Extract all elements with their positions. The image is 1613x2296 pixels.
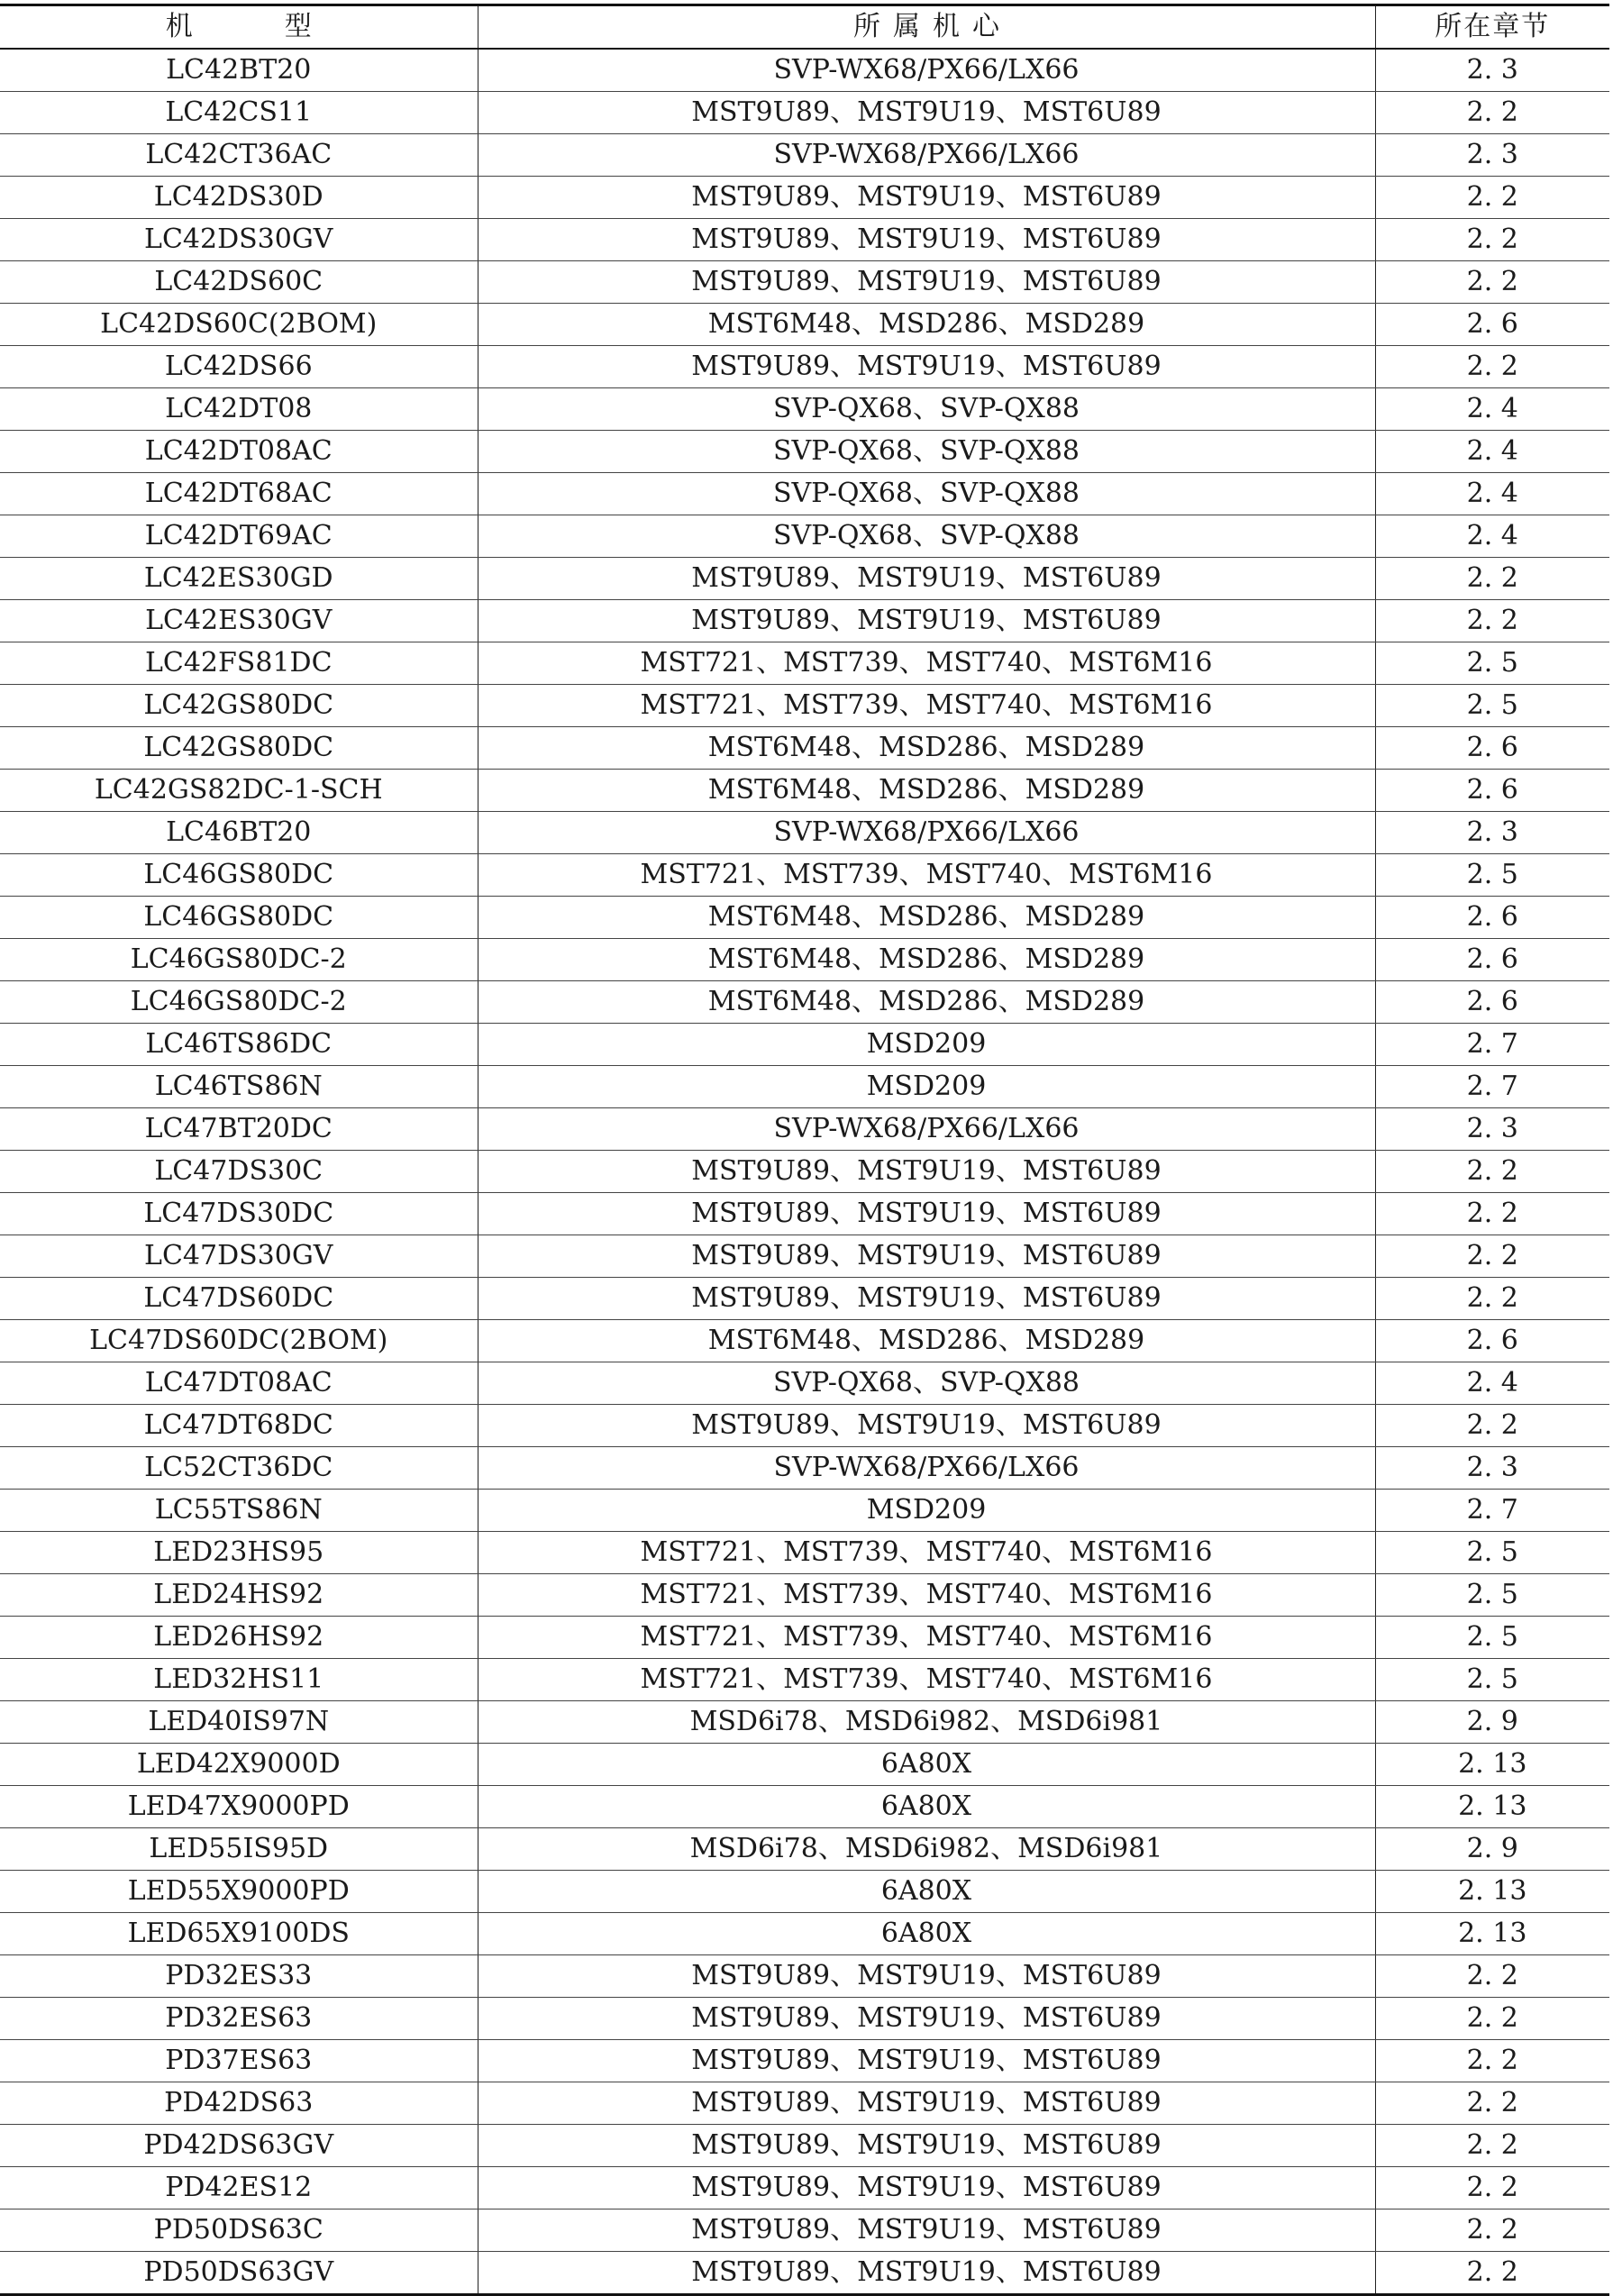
cell-chapter: 2. 2	[1375, 2167, 1609, 2209]
cell-chapter: 2. 7	[1375, 1066, 1609, 1108]
cell-model: LC42BT20	[0, 49, 478, 92]
cell-model: LC42FS81DC	[0, 642, 478, 685]
cell-chapter: 2. 13	[1375, 1786, 1609, 1828]
cell-model: LC42DT69AC	[0, 515, 478, 558]
cell-chassis: MST9U89、MST9U19、MST6U89	[478, 600, 1375, 642]
cell-chassis: SVP-QX68、SVP-QX88	[478, 515, 1375, 558]
table-row	[0, 1066, 1609, 1108]
cell-chassis: SVP-WX68/PX66/LX66	[478, 1447, 1375, 1490]
cell-chassis: MST9U89、MST9U19、MST6U89	[478, 1955, 1375, 1998]
cell-model: LC42DS60C	[0, 261, 478, 304]
cell-model: LC47DS60DC	[0, 1278, 478, 1320]
cell-chassis: MST9U89、MST9U19、MST6U89	[478, 219, 1375, 261]
model-chassis-table	[0, 4, 1609, 2296]
header-chassis: 所属机心	[478, 5, 1375, 50]
cell-chassis: MST721、MST739、MST740、MST6M16	[478, 642, 1375, 685]
cell-model: LC47DS60DC(2BOM)	[0, 1320, 478, 1362]
table-row	[0, 1871, 1609, 1913]
table-row	[0, 1913, 1609, 1955]
table-row	[0, 1659, 1609, 1701]
cell-model: LC46GS80DC	[0, 897, 478, 939]
cell-model: LED42X9000D	[0, 1744, 478, 1786]
cell-chapter: 2. 2	[1375, 558, 1609, 600]
cell-chapter: 2. 7	[1375, 1490, 1609, 1532]
cell-chapter: 2. 2	[1375, 2209, 1609, 2252]
table-row	[0, 1362, 1609, 1405]
cell-chassis: MST9U89、MST9U19、MST6U89	[478, 1998, 1375, 2040]
cell-chapter: 2. 3	[1375, 1447, 1609, 1490]
cell-chapter: 2. 2	[1375, 2082, 1609, 2125]
cell-chassis: MST9U89、MST9U19、MST6U89	[478, 1405, 1375, 1447]
cell-model: PD50DS63GV	[0, 2252, 478, 2295]
table-row	[0, 685, 1609, 727]
table-row	[0, 981, 1609, 1024]
cell-chapter: 2. 6	[1375, 304, 1609, 346]
table-row	[0, 642, 1609, 685]
table-row	[0, 134, 1609, 177]
cell-model: LC47DS30DC	[0, 1193, 478, 1235]
cell-chassis: MST9U89、MST9U19、MST6U89	[478, 177, 1375, 219]
table-row	[0, 558, 1609, 600]
cell-chapter: 2. 4	[1375, 388, 1609, 431]
table-row	[0, 2082, 1609, 2125]
cell-model: LC46BT20	[0, 812, 478, 854]
cell-chapter: 2. 3	[1375, 812, 1609, 854]
table-row	[0, 431, 1609, 473]
cell-model: LC52CT36DC	[0, 1447, 478, 1490]
table-row	[0, 812, 1609, 854]
cell-chapter: 2. 6	[1375, 770, 1609, 812]
table-row	[0, 1405, 1609, 1447]
table-row	[0, 388, 1609, 431]
cell-chassis: SVP-WX68/PX66/LX66	[478, 1108, 1375, 1151]
cell-chassis: MST721、MST739、MST740、MST6M16	[478, 1617, 1375, 1659]
cell-model: LC42DS30GV	[0, 219, 478, 261]
cell-model: LC46GS80DC-2	[0, 939, 478, 981]
cell-chapter: 2. 6	[1375, 1320, 1609, 1362]
cell-chassis: SVP-QX68、SVP-QX88	[478, 388, 1375, 431]
cell-chassis: MST6M48、MSD286、MSD289	[478, 770, 1375, 812]
header-model: 机 型	[0, 5, 478, 50]
cell-model: LC46TS86N	[0, 1066, 478, 1108]
table-row	[0, 92, 1609, 134]
table-body	[0, 49, 1609, 2295]
cell-chassis: MST721、MST739、MST740、MST6M16	[478, 854, 1375, 897]
cell-chassis: MST9U89、MST9U19、MST6U89	[478, 558, 1375, 600]
cell-model: LC42DS66	[0, 346, 478, 388]
table-row	[0, 2167, 1609, 2209]
cell-chapter: 2. 4	[1375, 1362, 1609, 1405]
cell-model: LC42CS11	[0, 92, 478, 134]
table-row	[0, 854, 1609, 897]
cell-chassis: MST721、MST739、MST740、MST6M16	[478, 1532, 1375, 1574]
cell-chapter: 2. 2	[1375, 177, 1609, 219]
cell-chapter: 2. 2	[1375, 2252, 1609, 2295]
table-row	[0, 261, 1609, 304]
header-chapter: 所在章节	[1375, 5, 1609, 50]
table-row	[0, 1955, 1609, 1998]
table-header	[0, 5, 1609, 50]
header-row	[0, 5, 1609, 50]
cell-model: LC47DS30C	[0, 1151, 478, 1193]
cell-model: PD42DS63	[0, 2082, 478, 2125]
cell-model: LED23HS95	[0, 1532, 478, 1574]
table-row	[0, 1617, 1609, 1659]
cell-chapter: 2. 2	[1375, 1405, 1609, 1447]
cell-chassis: 6A80X	[478, 1786, 1375, 1828]
cell-chapter: 2. 6	[1375, 981, 1609, 1024]
table-row	[0, 1490, 1609, 1532]
cell-chapter: 2. 6	[1375, 727, 1609, 770]
cell-model: LED55IS95D	[0, 1828, 478, 1871]
cell-chassis: MST721、MST739、MST740、MST6M16	[478, 685, 1375, 727]
cell-chapter: 2. 9	[1375, 1701, 1609, 1744]
cell-chapter: 2. 4	[1375, 473, 1609, 515]
cell-chapter: 2. 2	[1375, 219, 1609, 261]
cell-chassis: SVP-WX68/PX66/LX66	[478, 49, 1375, 92]
table-row	[0, 770, 1609, 812]
cell-chassis: MST721、MST739、MST740、MST6M16	[478, 1574, 1375, 1617]
cell-chapter: 2. 5	[1375, 685, 1609, 727]
cell-chapter: 2. 5	[1375, 642, 1609, 685]
table-row	[0, 1108, 1609, 1151]
cell-model: LC47DT68DC	[0, 1405, 478, 1447]
cell-chassis: 6A80X	[478, 1871, 1375, 1913]
cell-chapter: 2. 2	[1375, 2125, 1609, 2167]
cell-chapter: 2. 9	[1375, 1828, 1609, 1871]
cell-chapter: 2. 5	[1375, 1532, 1609, 1574]
table-row	[0, 49, 1609, 92]
cell-chapter: 2. 3	[1375, 134, 1609, 177]
table-row	[0, 897, 1609, 939]
cell-chassis: MST9U89、MST9U19、MST6U89	[478, 2209, 1375, 2252]
cell-chassis: MST9U89、MST9U19、MST6U89	[478, 1193, 1375, 1235]
cell-model: LC47BT20DC	[0, 1108, 478, 1151]
cell-chassis: 6A80X	[478, 1913, 1375, 1955]
cell-model: PD42ES12	[0, 2167, 478, 2209]
cell-chapter: 2. 5	[1375, 1574, 1609, 1617]
cell-model: LED26HS92	[0, 1617, 478, 1659]
cell-chassis: MST9U89、MST9U19、MST6U89	[478, 2125, 1375, 2167]
cell-chassis: MST6M48、MSD286、MSD289	[478, 939, 1375, 981]
cell-chapter: 2. 2	[1375, 1998, 1609, 2040]
cell-model: LC42ES30GV	[0, 600, 478, 642]
cell-chapter: 2. 13	[1375, 1871, 1609, 1913]
cell-chassis: SVP-QX68、SVP-QX88	[478, 1362, 1375, 1405]
table-row	[0, 2125, 1609, 2167]
cell-chapter: 2. 2	[1375, 1193, 1609, 1235]
cell-chassis: MST9U89、MST9U19、MST6U89	[478, 1151, 1375, 1193]
table-row	[0, 1998, 1609, 2040]
cell-chapter: 2. 6	[1375, 939, 1609, 981]
cell-chapter: 2. 5	[1375, 1617, 1609, 1659]
cell-chapter: 2. 2	[1375, 1955, 1609, 1998]
cell-model: LC42GS80DC	[0, 685, 478, 727]
cell-chapter: 2. 2	[1375, 1151, 1609, 1193]
table-row	[0, 1786, 1609, 1828]
cell-chassis: SVP-WX68/PX66/LX66	[478, 812, 1375, 854]
cell-chassis: 6A80X	[478, 1744, 1375, 1786]
cell-model: LC46TS86DC	[0, 1024, 478, 1066]
table-row	[0, 1235, 1609, 1278]
table-row	[0, 727, 1609, 770]
cell-chapter: 2. 6	[1375, 897, 1609, 939]
table-row	[0, 1320, 1609, 1362]
cell-chassis: MST9U89、MST9U19、MST6U89	[478, 2082, 1375, 2125]
table-row	[0, 2209, 1609, 2252]
table-row	[0, 177, 1609, 219]
cell-model: LC42GS80DC	[0, 727, 478, 770]
cell-model: LC47DT08AC	[0, 1362, 478, 1405]
cell-chapter: 2. 2	[1375, 1235, 1609, 1278]
cell-chassis: SVP-QX68、SVP-QX88	[478, 473, 1375, 515]
table-row	[0, 939, 1609, 981]
cell-chassis: MST9U89、MST9U19、MST6U89	[478, 2040, 1375, 2082]
cell-chassis: MST6M48、MSD286、MSD289	[478, 1320, 1375, 1362]
cell-chapter: 2. 2	[1375, 92, 1609, 134]
cell-chassis: MST6M48、MSD286、MSD289	[478, 981, 1375, 1024]
cell-chassis: MST9U89、MST9U19、MST6U89	[478, 346, 1375, 388]
table-row	[0, 1193, 1609, 1235]
cell-chapter: 2. 5	[1375, 1659, 1609, 1701]
cell-chassis: MSD209	[478, 1024, 1375, 1066]
cell-model: LC55TS86N	[0, 1490, 478, 1532]
cell-model: LED40IS97N	[0, 1701, 478, 1744]
cell-chapter: 2. 7	[1375, 1024, 1609, 1066]
cell-chassis: MSD209	[478, 1066, 1375, 1108]
cell-model: PD32ES63	[0, 1998, 478, 2040]
table-row	[0, 1828, 1609, 1871]
table-row	[0, 2252, 1609, 2295]
cell-model: LC46GS80DC-2	[0, 981, 478, 1024]
cell-model: PD37ES63	[0, 2040, 478, 2082]
cell-chassis: MST9U89、MST9U19、MST6U89	[478, 2252, 1375, 2295]
cell-model: LC42DS60C(2BOM)	[0, 304, 478, 346]
cell-chapter: 2. 2	[1375, 2040, 1609, 2082]
cell-chassis: MSD6i78、MSD6i982、MSD6i981	[478, 1828, 1375, 1871]
table-row	[0, 473, 1609, 515]
cell-chassis: MST9U89、MST9U19、MST6U89	[478, 1278, 1375, 1320]
cell-chassis: MSD209	[478, 1490, 1375, 1532]
table-row	[0, 1701, 1609, 1744]
cell-chassis: SVP-QX68、SVP-QX88	[478, 431, 1375, 473]
cell-chapter: 2. 5	[1375, 854, 1609, 897]
cell-model: LC42CT36AC	[0, 134, 478, 177]
cell-chassis: MST6M48、MSD286、MSD289	[478, 897, 1375, 939]
table-row	[0, 1278, 1609, 1320]
cell-chassis: MSD6i78、MSD6i982、MSD6i981	[478, 1701, 1375, 1744]
cell-model: PD50DS63C	[0, 2209, 478, 2252]
table-row	[0, 515, 1609, 558]
cell-model: LED55X9000PD	[0, 1871, 478, 1913]
cell-model: LC47DS30GV	[0, 1235, 478, 1278]
table-row	[0, 2040, 1609, 2082]
table-row	[0, 1447, 1609, 1490]
cell-chapter: 2. 2	[1375, 261, 1609, 304]
table-row	[0, 1024, 1609, 1066]
cell-chassis: SVP-WX68/PX66/LX66	[478, 134, 1375, 177]
table-row	[0, 1744, 1609, 1786]
cell-model: LC42DT08AC	[0, 431, 478, 473]
cell-model: PD32ES33	[0, 1955, 478, 1998]
cell-model: LC42DT68AC	[0, 473, 478, 515]
table-row	[0, 1574, 1609, 1617]
cell-chassis: MST9U89、MST9U19、MST6U89	[478, 261, 1375, 304]
table-row	[0, 1532, 1609, 1574]
cell-model: LED32HS11	[0, 1659, 478, 1701]
cell-chapter: 2. 3	[1375, 1108, 1609, 1151]
cell-chapter: 2. 2	[1375, 600, 1609, 642]
table-row	[0, 219, 1609, 261]
table-row	[0, 1151, 1609, 1193]
cell-chassis: MST9U89、MST9U19、MST6U89	[478, 92, 1375, 134]
cell-model: LED65X9100DS	[0, 1913, 478, 1955]
cell-model: LC42GS82DC-1-SCH	[0, 770, 478, 812]
cell-chassis: MST6M48、MSD286、MSD289	[478, 727, 1375, 770]
table-row	[0, 346, 1609, 388]
table-row	[0, 600, 1609, 642]
cell-model: LC42DS30D	[0, 177, 478, 219]
cell-chapter: 2. 4	[1375, 515, 1609, 558]
cell-model: LED24HS92	[0, 1574, 478, 1617]
cell-chapter: 2. 4	[1375, 431, 1609, 473]
cell-model: LC42ES30GD	[0, 558, 478, 600]
cell-chassis: MST9U89、MST9U19、MST6U89	[478, 2167, 1375, 2209]
cell-model: LED47X9000PD	[0, 1786, 478, 1828]
cell-chapter: 2. 13	[1375, 1744, 1609, 1786]
cell-chapter: 2. 3	[1375, 49, 1609, 92]
cell-chapter: 2. 2	[1375, 1278, 1609, 1320]
cell-model: LC42DT08	[0, 388, 478, 431]
cell-chassis: MST6M48、MSD286、MSD289	[478, 304, 1375, 346]
cell-model: LC46GS80DC	[0, 854, 478, 897]
cell-chassis: MST721、MST739、MST740、MST6M16	[478, 1659, 1375, 1701]
cell-chapter: 2. 13	[1375, 1913, 1609, 1955]
cell-model: PD42DS63GV	[0, 2125, 478, 2167]
cell-chassis: MST9U89、MST9U19、MST6U89	[478, 1235, 1375, 1278]
cell-chapter: 2. 2	[1375, 346, 1609, 388]
table-row	[0, 304, 1609, 346]
